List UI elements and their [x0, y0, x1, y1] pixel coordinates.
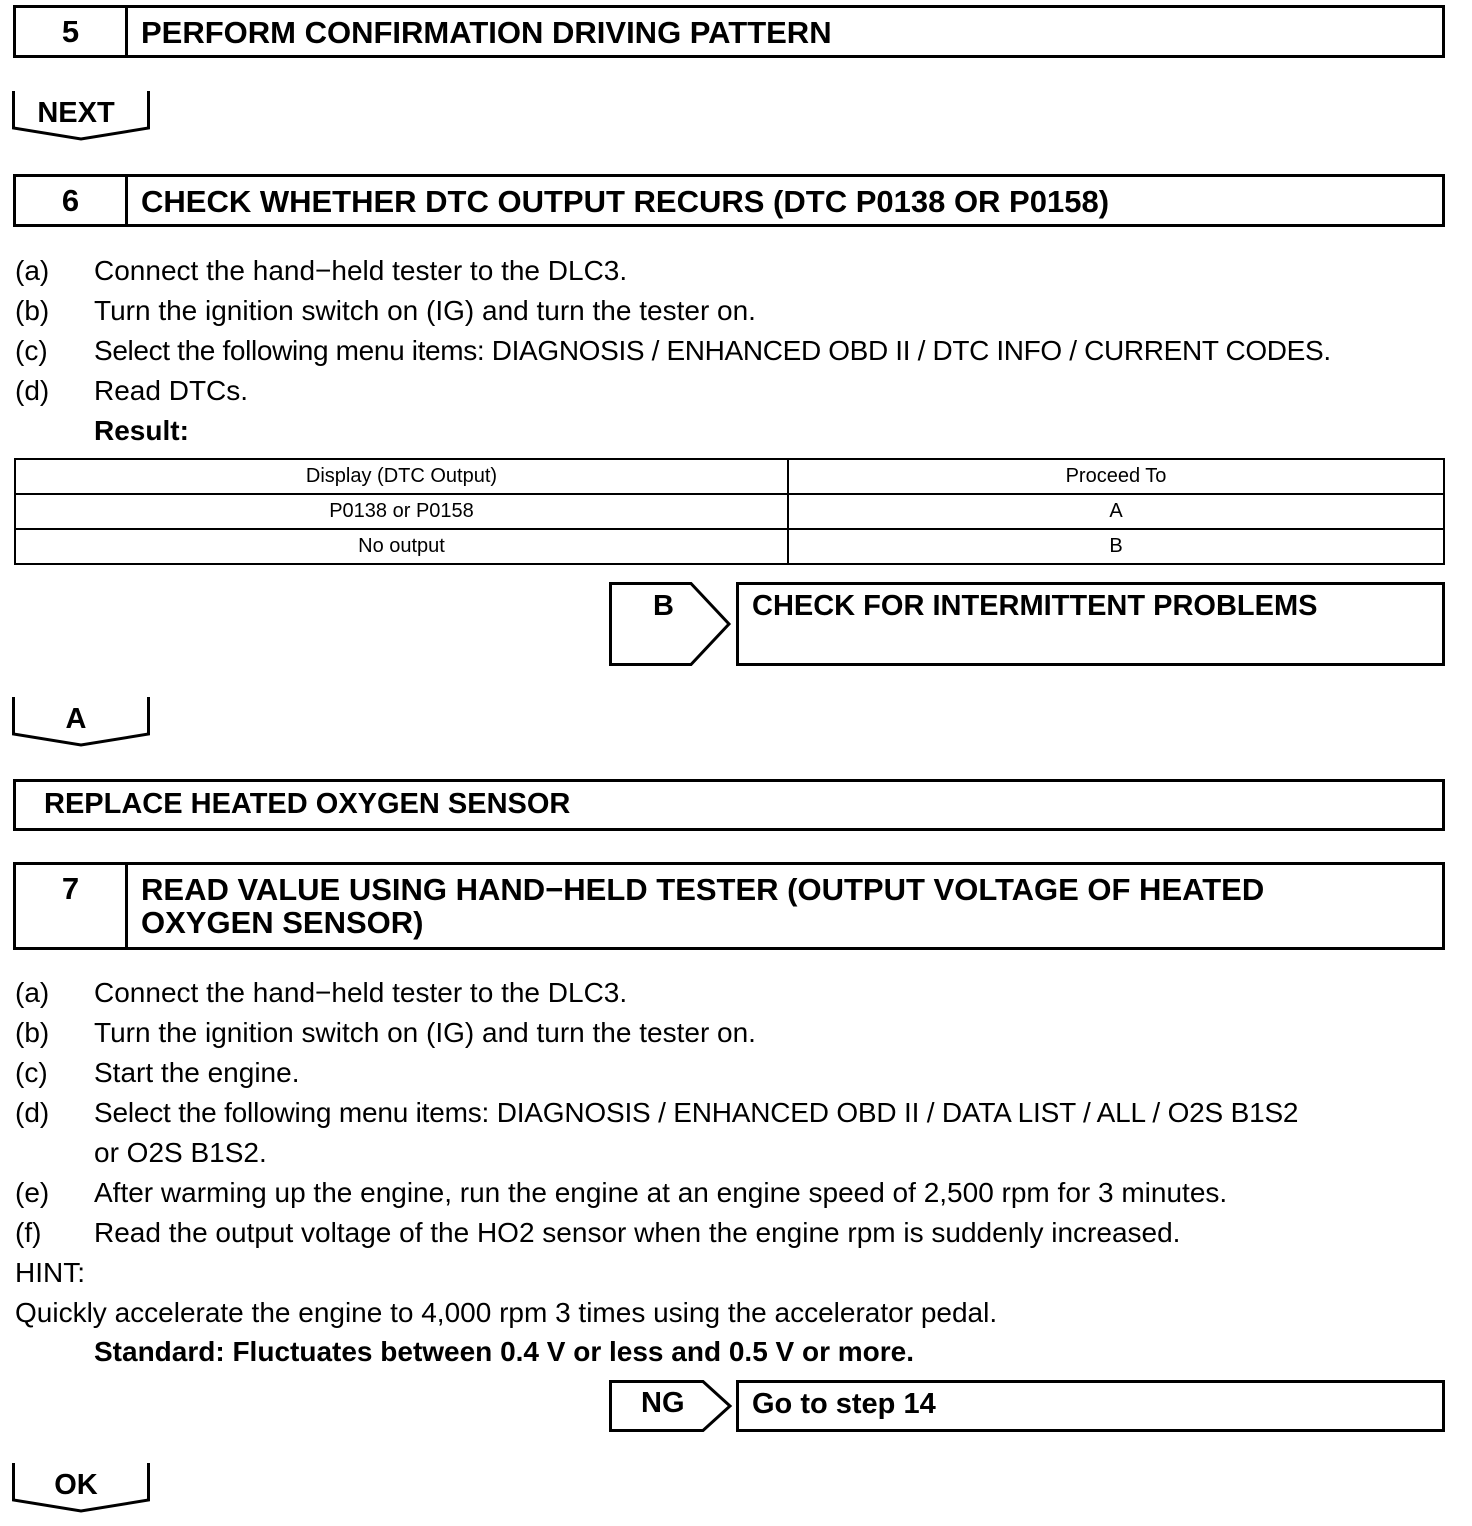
table-cell: A: [788, 494, 1444, 529]
result-label: Result:: [94, 415, 189, 446]
branch-label: B: [653, 590, 674, 622]
a-label: A: [65, 703, 87, 735]
item-marker: (e): [15, 1177, 50, 1208]
item-text: Connect the hand−held tester to the DLC3.: [94, 977, 628, 1008]
table-row: [15, 529, 1444, 564]
step-number: 5: [16, 8, 128, 55]
item-marker: (b): [15, 295, 50, 326]
item-marker: (a): [15, 977, 50, 1008]
branch-b-button[interactable]: [609, 582, 733, 666]
item-text: Start the engine.: [94, 1057, 300, 1088]
branch-ng-result: Go to step 14: [736, 1380, 1445, 1432]
table-header-cell: Display (DTC Output): [15, 459, 788, 494]
item-marker: (c): [15, 1057, 48, 1088]
table-row: [15, 494, 1444, 529]
step-7-header: [13, 862, 1445, 950]
step-title-line: OXYGEN SENSOR): [141, 905, 424, 940]
table-header-cell: Proceed To: [788, 459, 1444, 494]
step-5-header: [13, 5, 1445, 58]
table-cell: No output: [15, 529, 788, 564]
step-number: 6: [16, 177, 128, 224]
list-item: [15, 1093, 1455, 1173]
table-header-row: [15, 459, 1444, 494]
list-item: [15, 251, 1455, 291]
item-text: Read the output voltage of the HO2 sensor when the engine rpm is suddenly increased.: [94, 1217, 1181, 1248]
item-marker: (f): [15, 1217, 42, 1248]
list-item: [15, 1173, 1455, 1213]
item-marker: (b): [15, 1017, 50, 1048]
item-text: Select the following menu items: DIAGNOSIS / ENHANCED OBD II / DTC INFO / CURRENT CODES.: [94, 335, 1331, 366]
item-text: Turn the ignition switch on (IG) and turn the tester on.: [94, 295, 756, 326]
ok-label: OK: [54, 1469, 98, 1501]
list-item: [15, 973, 1455, 1013]
next-button[interactable]: [12, 90, 150, 148]
item-text: Connect the hand−held tester to the DLC3.: [94, 255, 628, 286]
branch-label: NG: [641, 1387, 685, 1419]
list-item: [15, 1053, 1455, 1093]
step-number: 7: [16, 865, 128, 947]
item-text-continued: or O2S B1S2.: [94, 1137, 267, 1168]
list-item: [15, 331, 1455, 371]
item-marker: (d): [15, 375, 50, 406]
item-text: After warming up the engine, run the engine at an engine speed of 2,500 rpm for 3 minutes.: [94, 1177, 1228, 1208]
table-cell: B: [788, 529, 1444, 564]
item-marker: (c): [15, 335, 48, 366]
list-item: [15, 1013, 1455, 1053]
step-title-line: READ VALUE USING HAND−HELD TESTER (OUTPUT VOLTAGE OF HEATED: [141, 872, 1265, 907]
item-text: Read DTCs.: [94, 375, 249, 406]
list-item: [15, 371, 1455, 411]
standard-text: Standard: Fluctuates between 0.4 V or less and 0.5 V or more.: [94, 1336, 915, 1367]
branch-ng-button[interactable]: [609, 1380, 733, 1432]
list-item: [15, 291, 1455, 331]
branch-b-result: CHECK FOR INTERMITTENT PROBLEMS: [736, 582, 1445, 666]
item-marker: (d): [15, 1097, 50, 1128]
replace-sensor-box: REPLACE HEATED OXYGEN SENSOR: [13, 779, 1445, 831]
hint-label: HINT:: [15, 1257, 85, 1288]
step-title: CHECK WHETHER DTC OUTPUT RECURS (DTC P0138 OR P0158): [141, 184, 1110, 219]
item-marker: (a): [15, 255, 50, 286]
item-text: Select the following menu items: DIAGNOSIS / ENHANCED OBD II / DATA LIST / ALL / O2S B1S2: [94, 1097, 1299, 1128]
list-item: [15, 1213, 1455, 1253]
item-text: Turn the ignition switch on (IG) and turn the tester on.: [94, 1017, 756, 1048]
result-table: [14, 458, 1445, 565]
next-label: NEXT: [37, 97, 115, 129]
a-button[interactable]: [12, 696, 150, 754]
table-cell: P0138 or P0158: [15, 494, 788, 529]
step-title: PERFORM CONFIRMATION DRIVING PATTERN: [141, 15, 832, 50]
step-6-header: [13, 174, 1445, 227]
ok-button[interactable]: [12, 1462, 150, 1520]
hint-text: Quickly accelerate the engine to 4,000 rpm 3 times using the accelerator pedal.: [15, 1297, 998, 1328]
step-title: [128, 865, 1442, 947]
